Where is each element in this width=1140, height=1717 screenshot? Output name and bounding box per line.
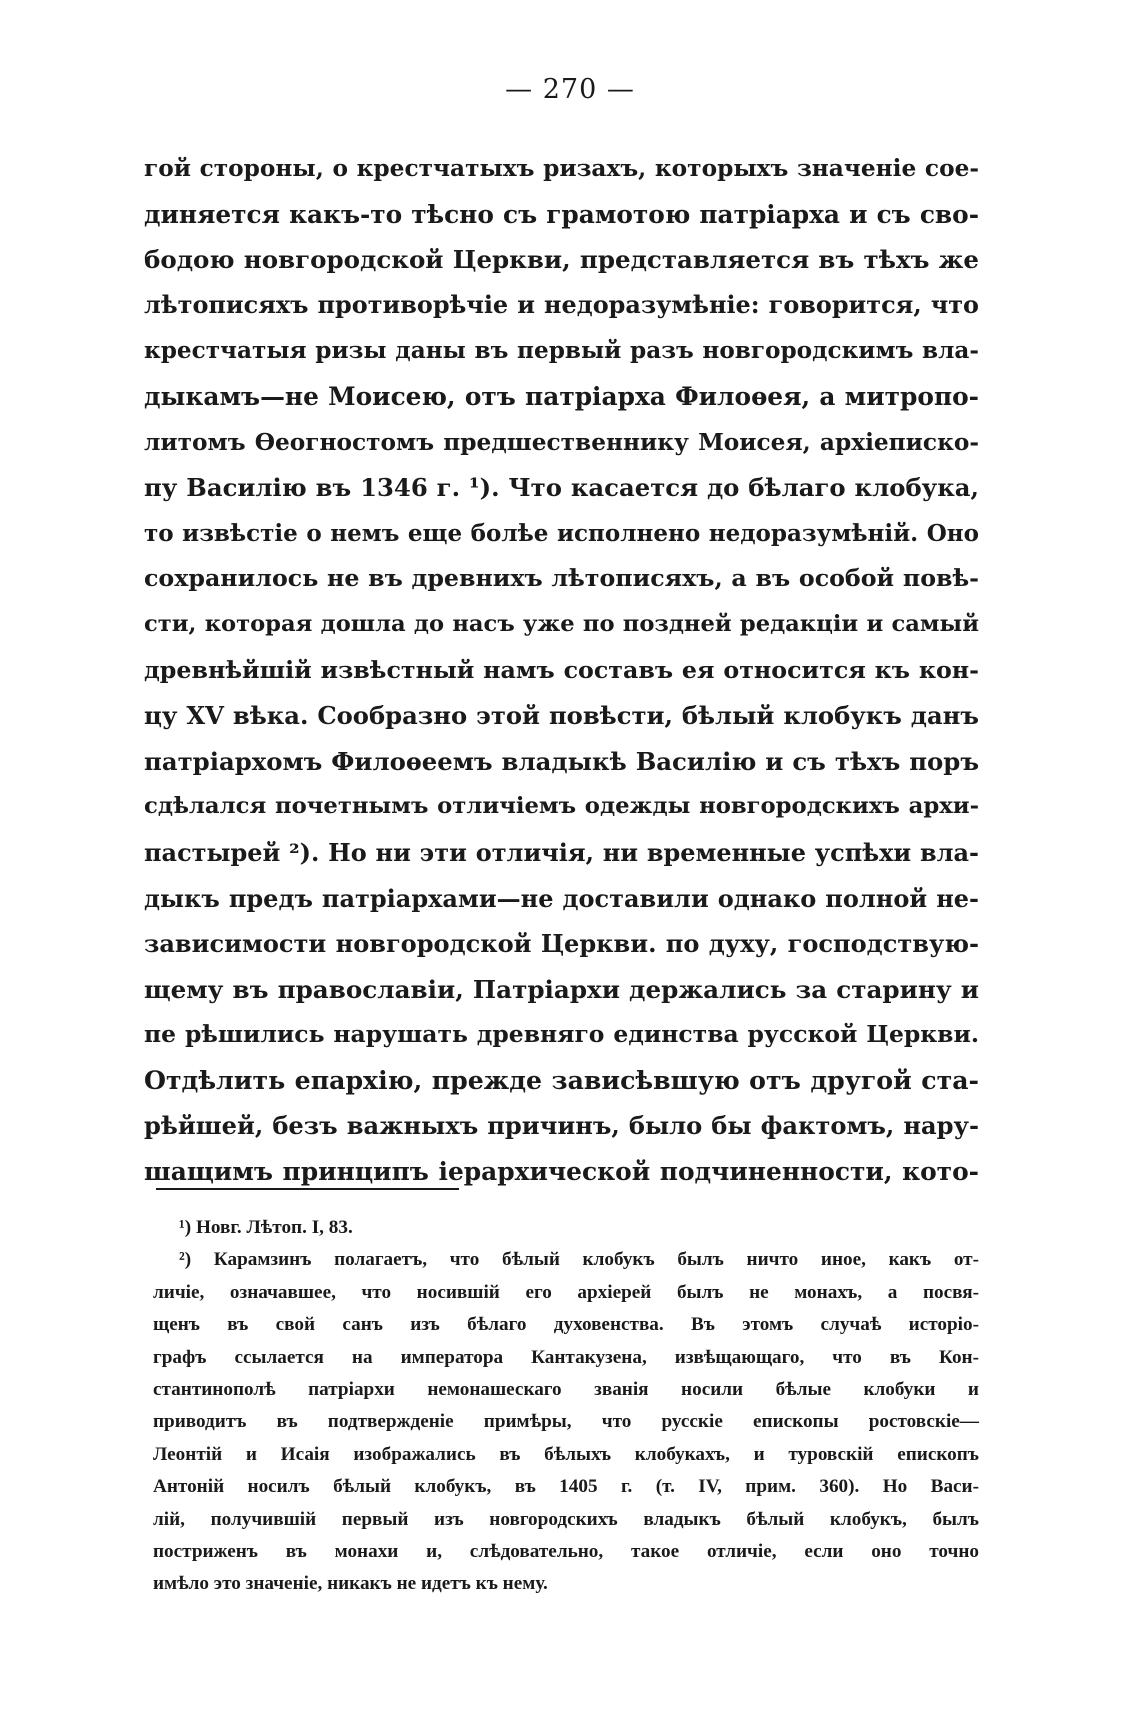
text-line: цу XV вѣка. Сообразно этой повѣсти, бѣлый клобукъ данъ — [144, 701, 979, 731]
text-line: сти, которая дошла до насъ уже по поздней редакцiи и самый — [144, 610, 979, 637]
main-text — [144, 146, 979, 1195]
text-line: шащимъ принципъ iерархической подчиненности, кото- — [144, 1157, 979, 1187]
footnote-divider — [156, 1188, 459, 1190]
text-line: то извѣстiе о немъ еще болѣе исполнено недоразумѣнiй. Оно — [144, 519, 979, 547]
text-line: диняется какъ-то тѣсно съ грамотою патрiарха и съ сво- — [144, 199, 979, 229]
text-line: зависимости новгородской Церкви. по духу, господствую- — [144, 929, 979, 959]
text-line: пе рѣшились нарушать древняго единства русской Церкви. — [144, 1020, 979, 1049]
footnote-line: приводитъ въ подтвержденiе примѣры, что русскiе епископы ростовскiе— — [153, 1411, 979, 1433]
text-line: древнѣйшiй извѣстный намъ составъ ея относится къ кон- — [144, 655, 979, 684]
text-line: дыкъ предъ патрiархами—не доставили однако полной не- — [144, 883, 979, 913]
footnote-line: стантинополѣ патрiархи немонашескаго званiя носили бѣлые клобуки и — [153, 1378, 979, 1400]
footnote-line: личiе, означавшее, что носившiй его архiерей былъ не монахъ, а посвя- — [153, 1281, 979, 1303]
footnote-line: лiй, получившiй первый изъ новгородскихъ владыкъ бѣлый клобукъ, былъ — [153, 1508, 979, 1530]
footnote-line: постриженъ въ монахи и, слѣдовательно, такое отличiе, если оно точно — [153, 1540, 979, 1562]
text-line: пастырей ²). Но ни эти отличiя, ни временные успѣхи вла- — [144, 837, 979, 867]
text-line: рѣйшей, безъ важныхъ причинъ, было бы фактомъ, нару- — [144, 1111, 979, 1141]
text-line: дыкамъ—не Моисею, отъ патрiарха Филоѳея, а митропо- — [144, 381, 979, 411]
text-line: патрiархомъ Филоѳеемъ владыкѣ Василiю и съ тѣхъ поръ — [144, 746, 979, 776]
text-line: пу Василiю въ 1346 г. ¹). Что касается до бѣлаго клобука, — [144, 473, 979, 503]
page-number: — 270 — — [505, 74, 635, 105]
footnote-line: графъ ссылается на императора Кантакузена, извѣщающаго, что въ Кон- — [153, 1346, 979, 1368]
footnote-line: щенъ въ свой санъ изъ бѣлаго духовенства. Въ этомъ случаѣ исторiо- — [153, 1314, 979, 1336]
text-line: крестчатыя ризы даны въ первый разъ новгородскимъ вла- — [144, 337, 979, 365]
text-line: щему въ православiи, Патрiархи держались за старину и — [144, 974, 979, 1004]
footnote-line: ²) Карамзинъ полагаетъ, что бѣлый клобукъ былъ ничто иное, какъ от- — [179, 1249, 979, 1271]
text-line: лѣтописяхъ противорѣчiе и недоразумѣнiе: говорится, что — [144, 290, 979, 319]
text-line: бодою новгородской Церкви, представляется въ тѣхъ же — [144, 245, 979, 275]
footnote-line: Антонiй носилъ бѣлый клобукъ, въ 1405 г. (т. IV, прим. 360). Но Васи- — [153, 1476, 979, 1498]
footnote-line: Леонтiй и Исаiя изображались въ бѣлыхъ клобукахъ, и туровскiй епископъ — [153, 1443, 979, 1465]
footnote-line: имѣло это значенiе, никакъ не идетъ къ нему. — [153, 1573, 548, 1595]
footnotes — [153, 1212, 979, 1601]
text-line: сдѣлался почетнымъ отличiемъ одежды новгородскихъ архи- — [144, 793, 979, 820]
text-line: литомъ Ѳеогностомъ предшественнику Моисея, архiеписко- — [144, 428, 979, 456]
footnote-line: ¹) Новг. Лѣтоп. I, 83. — [179, 1217, 353, 1238]
text-line: сохранилось не въ древнихъ лѣтописяхъ, а въ особой повѣ- — [144, 564, 979, 593]
text-line: гой стороны, о крестчатыхъ ризахъ, которыхъ значенiе сое- — [144, 155, 979, 182]
text-line: Отдѣлить епархiю, прежде зависѣвшую отъ другой ста- — [144, 1064, 979, 1095]
